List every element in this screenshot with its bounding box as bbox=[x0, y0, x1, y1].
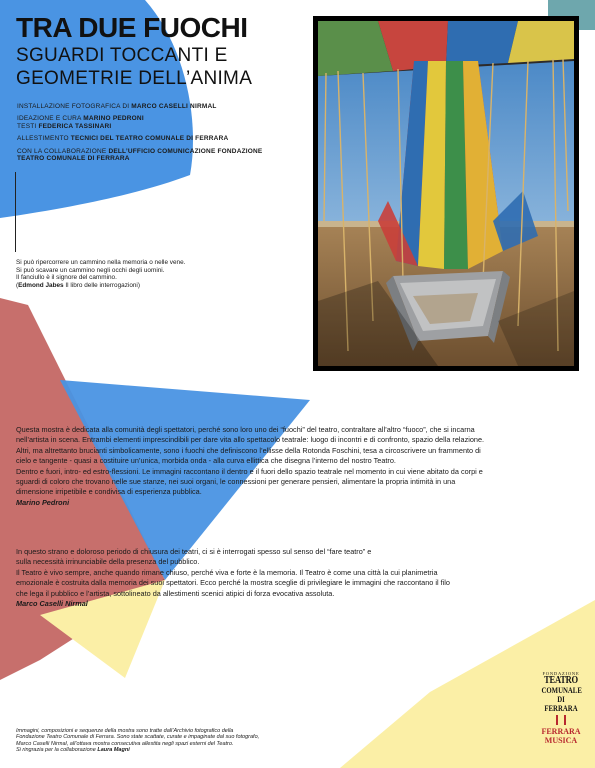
credit-value: MARINO PEDRONI bbox=[83, 115, 144, 123]
paragraph-intro bbox=[16, 425, 578, 508]
credit-value: TEATRO COMUNALE DI FERRARA bbox=[17, 155, 130, 163]
credit-value: FEDERICA TASSINARI bbox=[38, 122, 112, 130]
credit-label: ALLESTIMENTO bbox=[17, 135, 71, 143]
credit-label: IDEAZIONE E CURA bbox=[17, 115, 84, 123]
quote-line: Il fanciullo è il signore del cammino. bbox=[16, 274, 117, 282]
credit-value: MARCO CASELLI NIRMAL bbox=[131, 103, 217, 110]
footer-line bbox=[16, 747, 336, 753]
carousel-photo-illustration bbox=[318, 21, 574, 366]
page-title: TRA DUE FUOCHI bbox=[16, 12, 248, 43]
paragraph-line: Dentro e fuori, intro- ed estro-flessioni. Le immagini raccontano il dentro e il fuori dello spazio teatrale nel momento in cui viene abitato da corpi e bbox=[16, 466, 483, 476]
credit-value: DELL’UFFICIO COMUNICAZIONE FONDAZIONE bbox=[108, 147, 263, 155]
logo-di-ferrara: DI FERRARA bbox=[544, 695, 578, 713]
logo-ferrara: FERRARA bbox=[541, 727, 581, 736]
signature-caselli: Marco Caselli Nirmal bbox=[16, 599, 88, 609]
credit-testi bbox=[17, 123, 307, 130]
footer-note bbox=[16, 728, 336, 753]
subtitle-line: SGUARDI TOCCANTI E bbox=[16, 45, 228, 66]
footer-thanks: Si ringrazia per la collaborazione bbox=[16, 746, 98, 753]
quote-attribution: (Edmond Jabes Il libro delle interrogazioni) bbox=[16, 281, 140, 289]
subtitle-line: GEOMETRIE DELL’ANIMA bbox=[16, 68, 253, 89]
paragraph-line: nell’artista in scena. Entrambi elementi imprescindibili per dare vita allo spettacolo teatrale: luogo di incontri e di confronto, spazio della relazione. bbox=[16, 435, 485, 445]
credit-label: CON LA COLLABORAZIONE bbox=[17, 147, 109, 155]
quote-line: Si può scavare un cammino negli occhi degli uomini. bbox=[16, 266, 165, 274]
paragraph-line: sguardi di coloro che trovano nelle sue stanze, nei suoi organi, le connessioni per generare pensieri, alimentare la propria intimità in una bbox=[16, 477, 456, 487]
footer-line: Immagini, composizioni e sequenze della mostra sono tratte dall’Archivio fotografico della bbox=[16, 728, 234, 734]
quote-source: Il libro delle interrogazioni bbox=[63, 281, 138, 289]
paragraph-line: Il Teatro è vivo sempre, anche quando rimane chiuso, perché viva e forte è la memoria. Il Teatro è come una città la cui planimetria bbox=[16, 567, 438, 577]
credit-ideazione bbox=[17, 115, 307, 122]
paragraph-line: In questo strano e doloroso periodo di chiusura dei teatri, ci si è interrogati spesso sul senso del “fare teatro” e bbox=[16, 547, 372, 556]
epigraph-quote bbox=[16, 259, 266, 289]
logo-teatro: TEATRO bbox=[544, 675, 578, 686]
paragraph-closure bbox=[16, 547, 578, 609]
logo-mark-icon bbox=[556, 715, 566, 725]
credit-value: TECNICI DEL TEATRO COMUNALE DI FERRARA bbox=[70, 135, 229, 143]
page-subtitle bbox=[16, 44, 252, 90]
paragraph-line: Questa mostra è dedicata alla comunità degli spettatori, perché sono loro uno dei “fuochi” del teatro, contraltare all’altro “fuoco”, che si incarna bbox=[16, 425, 475, 434]
paragraph-line: emozionale è costruita dalla memoria dei suoi spettatori. Ecco perché la mostra sceglie di privilegiare le immagini che raccontano il filo bbox=[16, 578, 450, 588]
paragraph-line: che lega il pubblico e l’artista, sottolineato da allestimenti scenici atipici di forza evocativa assoluta. bbox=[16, 588, 335, 598]
credit-allestimento bbox=[17, 135, 307, 142]
footer-line: Fondazione Teatro Comunale di Ferrara. Sono state scattate, curate e impaginate dal suo fotografo, bbox=[16, 734, 260, 741]
credit-label: TESTI bbox=[17, 122, 39, 130]
logo-fondazione: FONDAZIONE bbox=[542, 671, 580, 676]
paragraph-line: Altri, ma altrettanto brucianti simbolicamente, sono i fuochi che definiscono l’ellisse della Rotonda Foschini, tesa a circoscrivere un frammento di bbox=[16, 445, 481, 455]
carousel-photo bbox=[313, 16, 579, 371]
credit-label: INSTALLAZIONE FOTOGRAFICA DI bbox=[17, 103, 132, 110]
paragraph-line: dimensione irripetibile e condivisa di esperienza pubblica. bbox=[16, 487, 202, 497]
footer-line: Marco Caselli Nirmal, all’ottava mostra consecutiva allestita negli spazi esterni del Teatro. bbox=[16, 740, 234, 747]
credit-installazione bbox=[17, 103, 307, 110]
paragraph-line: cielo e tangente - quasi a costituire un’unica, morbida onda - alla curva ellittica che disegna l’interno del nostro Teatro. bbox=[16, 456, 396, 466]
quote-author: Edmond Jabes bbox=[18, 281, 64, 289]
divider-line bbox=[15, 172, 16, 252]
quote-line: Si può ripercorrere un cammino nella memoria o nelle vene. bbox=[16, 259, 186, 266]
credit-collaborazione bbox=[17, 148, 307, 155]
logo-musica: MUSICA bbox=[544, 736, 578, 745]
logo-comunale: COMUNALE bbox=[541, 686, 582, 695]
teatro-comunale-logo bbox=[538, 671, 584, 745]
credits-block bbox=[17, 103, 307, 162]
paragraph-line: sulla necessità irrinunciabile della presenza del pubblico. bbox=[16, 557, 200, 567]
credit-collaborazione-cont bbox=[17, 155, 307, 162]
footer-thanks-name: Laura Magni bbox=[97, 746, 130, 753]
signature-pedroni: Marino Pedroni bbox=[16, 497, 70, 507]
